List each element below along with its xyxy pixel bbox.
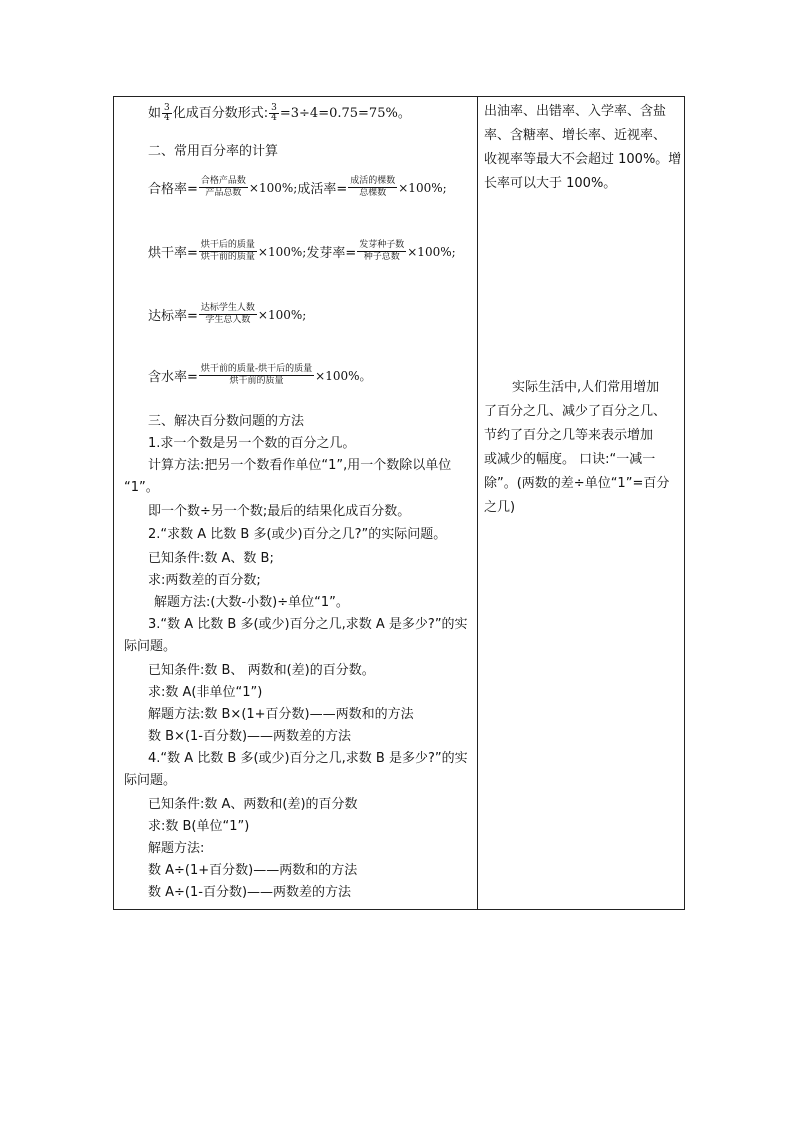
para-11: 解题方法:数 B×(1+百分数)——两数和的方法	[148, 707, 414, 722]
note-real-life: 实际生活中,人们常用增加 了百分之几、减少了百分之几、 节约了百分之几等来表示增加 或减少的幅度。 口诀:“一减一 除”。(两数的差÷单位“1”=百分 之几)	[484, 380, 670, 515]
example-mid: 化成百分数形式:	[172, 106, 269, 121]
example-tail: =3÷4=0.75=75%。	[279, 106, 411, 121]
para-13b: 际问题。	[124, 773, 177, 788]
para-2a: 计算方法:把另一个数看作单位“1”,用一个数除以单位	[148, 458, 452, 473]
formula-hanshui: 含水率= $\frac{\text{烘干前的质量-烘干后的质量}}{\text{烘干前的质量}}$ ×100%。	[148, 364, 372, 386]
example-prefix: 如	[148, 106, 162, 121]
example-fraction-2: $\frac{3}{4}$	[271, 103, 277, 123]
para-6: 求:两数差的百分数;	[148, 573, 261, 588]
example-fraction-1: $\frac{3}{4}$	[164, 103, 170, 123]
para-7: 解题方法:(大数-小数)÷单位“1”。	[154, 595, 349, 610]
formula-honggan-faya: 烘干率= $\frac{\text{烘干后的质量}}{\text{烘干前的质量}}$ ×100%; 发芽率= $\frac{\text{发芽种子数}}{\text{种子总数}}$ ×100%;	[148, 240, 456, 262]
formula-dabiao: 达标率= $\frac{\text{达标学生人数}}{\text{学生总人数}}$ ×100%;	[148, 303, 307, 325]
para-16: 解题方法:	[148, 841, 205, 856]
para-18: 数 A÷(1-百分数)——两数差的方法	[148, 885, 352, 900]
section-3-heading: 三、解决百分数问题的方法	[148, 414, 305, 429]
section-2-heading: 二、常用百分率的计算	[148, 144, 279, 159]
para-2b: “1”。	[124, 480, 159, 495]
column-divider	[477, 96, 478, 910]
para-15: 求:数 B(单位“1”)	[148, 819, 250, 834]
para-17: 数 A÷(1+百分数)——两数和的方法	[148, 863, 358, 878]
para-12: 数 B×(1-百分数)——两数差的方法	[148, 729, 352, 744]
para-14: 已知条件:数 A、两数和(差)的百分数	[148, 797, 358, 812]
para-13a: 4.“数 A 比数 B 多(或少)百分之几,求数 B 是多少?”的实	[148, 751, 468, 766]
example-line	[148, 104, 411, 124]
note-rates: 出油率、出错率、入学率、含盐 率、含糖率、增长率、近视率、 收视率等最大不会超过 100%。增 长率可以大于 100%。	[484, 104, 682, 191]
formula-hege-chenghuo: 合格率= $\frac{\text{合格产品数}}{\text{产品总数}}$ ×100%; 成活率= $\frac{\text{成活的棵数}}{\text{总棵数}}$ ×100%;	[148, 176, 447, 198]
para-5: 已知条件:数 A、数 B;	[148, 551, 274, 566]
para-1: 1.求一个数是另一个数的百分之几。	[148, 436, 356, 451]
para-10: 求:数 A(非单位“1”)	[148, 685, 263, 700]
para-8b: 际问题。	[124, 639, 177, 654]
para-3: 即一个数÷另一个数;最后的结果化成百分数。	[148, 504, 411, 519]
para-9: 已知条件:数 B、 两数和(差)的百分数。	[148, 663, 375, 678]
para-8a: 3.“数 A 比数 B 多(或少)百分之几,求数 A 是多少?”的实	[148, 617, 468, 632]
para-4: 2.“求数 A 比数 B 多(或少)百分之几?”的实际问题。	[148, 527, 447, 542]
